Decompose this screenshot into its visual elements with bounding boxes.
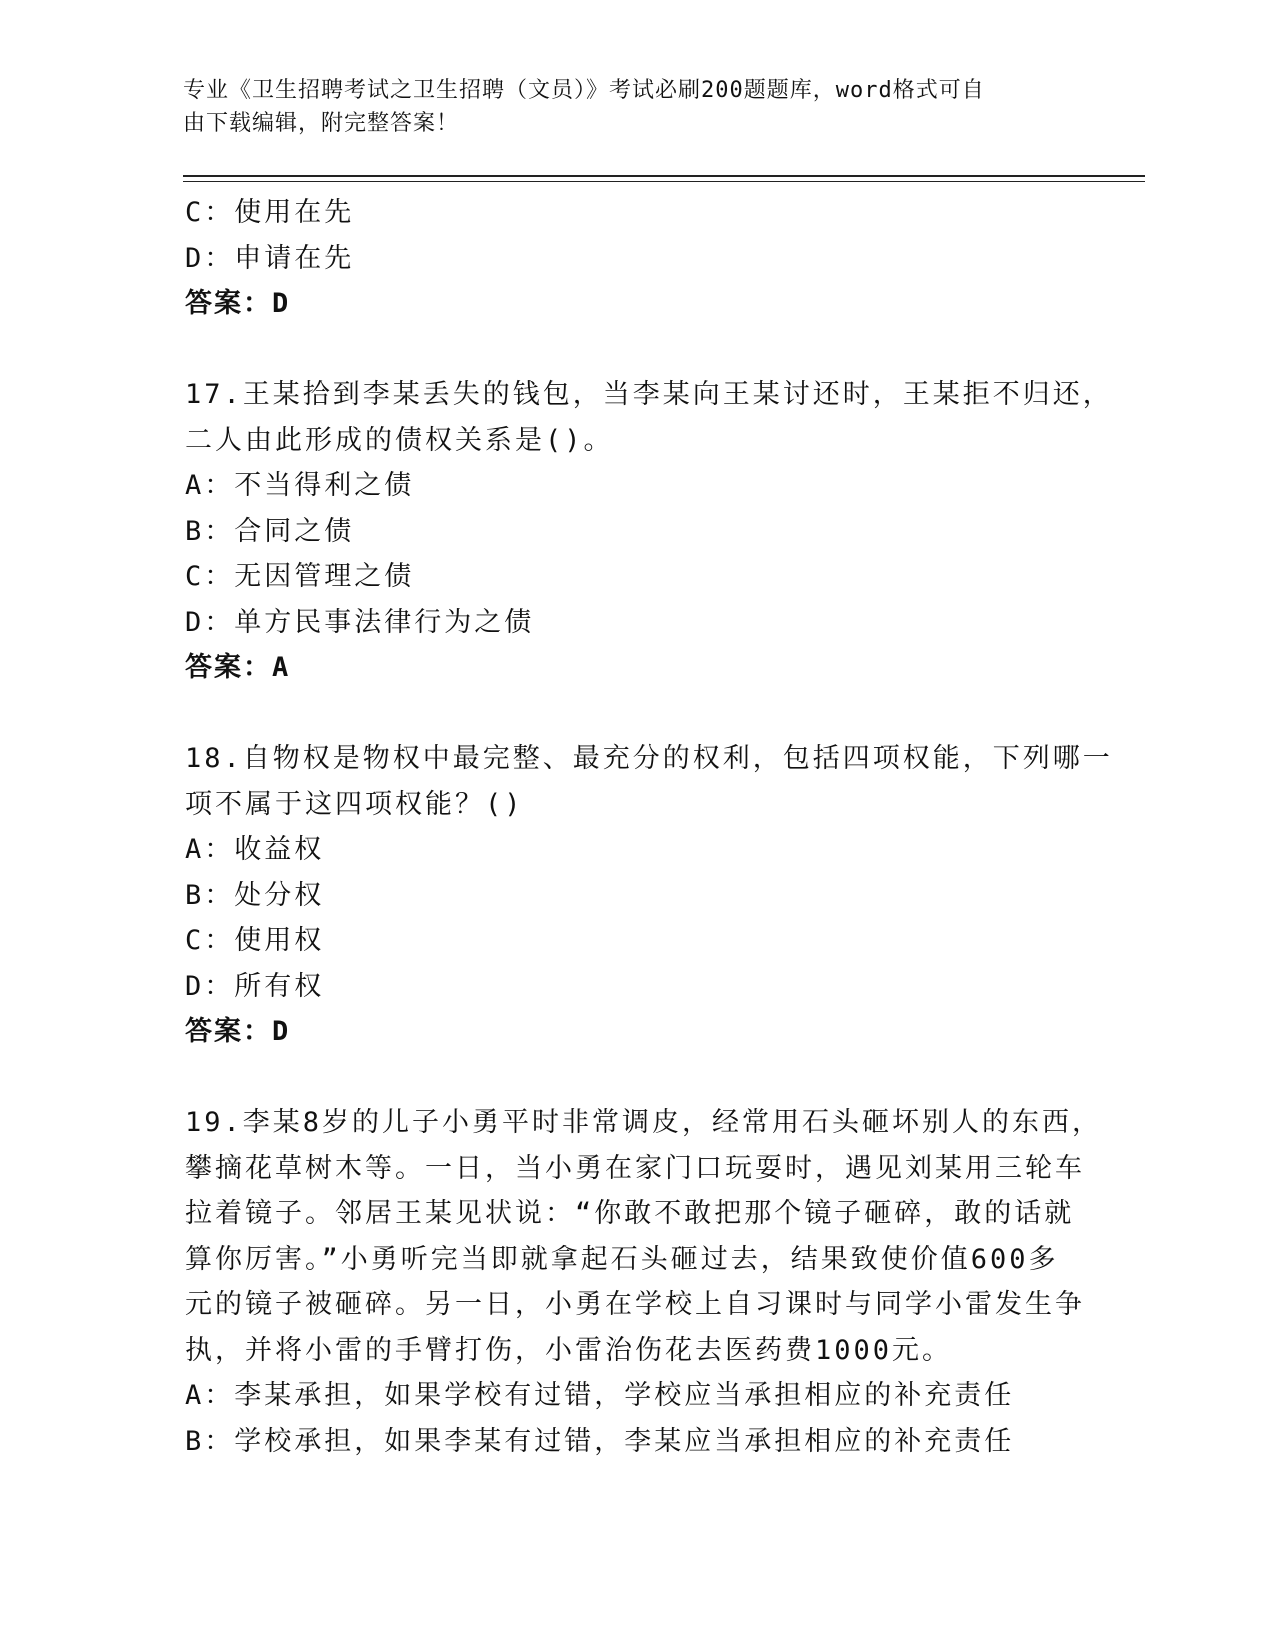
option-b: B：学校承担，如果李某有过错，李某应当承担相应的补充责任: [185, 1425, 1015, 1457]
question-16-tail: [185, 190, 1085, 327]
spacer: [185, 327, 1085, 373]
question-stem-line: 二人由此形成的债权关系是()。: [185, 424, 614, 456]
spacer: [185, 691, 1085, 737]
document-body: [185, 190, 1113, 1464]
question-18: [185, 736, 1113, 1055]
option-c: C：无因管理之债: [185, 561, 415, 592]
option-a: A：不当得利之债: [185, 470, 415, 501]
header-divider: [183, 175, 1145, 177]
document-header: [183, 74, 1063, 140]
question-stem-line: 执，并将小雷的手臂打伤，小雷治伤花去医药费1000元。: [185, 1334, 953, 1366]
option-b: B：处分权: [185, 879, 325, 911]
option-b: B：合同之债: [185, 515, 355, 547]
question-stem-line: 拉着镜子。邻居王某见状说：“你敢不敢把那个镜子砸碎，敢的话就: [185, 1198, 1075, 1229]
option-a: A：收益权: [185, 834, 325, 865]
question-stem-line: 攀摘花草树木等。一日，当小勇在家门口玩耍时，遇见刘某用三轮车: [185, 1152, 1085, 1184]
question-19: [185, 1100, 1103, 1464]
question-stem-line: 19.李某8岁的儿子小勇平时非常调皮，经常用石头砸坏别人的东西，: [185, 1107, 1103, 1138]
question-17: [185, 372, 1113, 691]
question-stem-line: 元的镜子被砸碎。另一日，小勇在学校上自习课时与同学小雷发生争: [185, 1289, 1085, 1320]
question-stem-line: 18.自物权是物权中最完整、最充分的权利，包括四项权能，下列哪一: [185, 743, 1113, 774]
option-a: A：李某承担，如果学校有过错，学校应当承担相应的补充责任: [185, 1380, 1015, 1411]
header-line-2: 由下载编辑，附完整答案！: [183, 111, 460, 136]
option-d: D：单方民事法律行为之债: [185, 606, 535, 638]
answer-line: 答案：D: [185, 1016, 291, 1047]
spacer: [185, 1055, 1085, 1101]
header-divider-thin: [183, 181, 1145, 182]
answer-line: 答案：D: [185, 288, 291, 319]
option-c: C：使用权: [185, 925, 325, 956]
answer-line: 答案：A: [185, 652, 291, 683]
header-line-1: 专业《卫生招聘考试之卫生招聘（文员）》考试必刷200题题库，word格式可自: [183, 78, 985, 103]
option-d: D：申请在先: [185, 242, 355, 274]
option-d: D：所有权: [185, 970, 325, 1002]
question-stem-line: 算你厉害。”小勇听完当即就拿起石头砸过去，结果致使价值600多: [185, 1243, 1059, 1275]
question-stem-line: 项不属于这四项权能？(): [185, 788, 524, 820]
option-c: C：使用在先: [185, 197, 355, 228]
question-stem-line: 17.王某拾到李某丢失的钱包，当李某向王某讨还时，王某拒不归还，: [185, 379, 1113, 410]
